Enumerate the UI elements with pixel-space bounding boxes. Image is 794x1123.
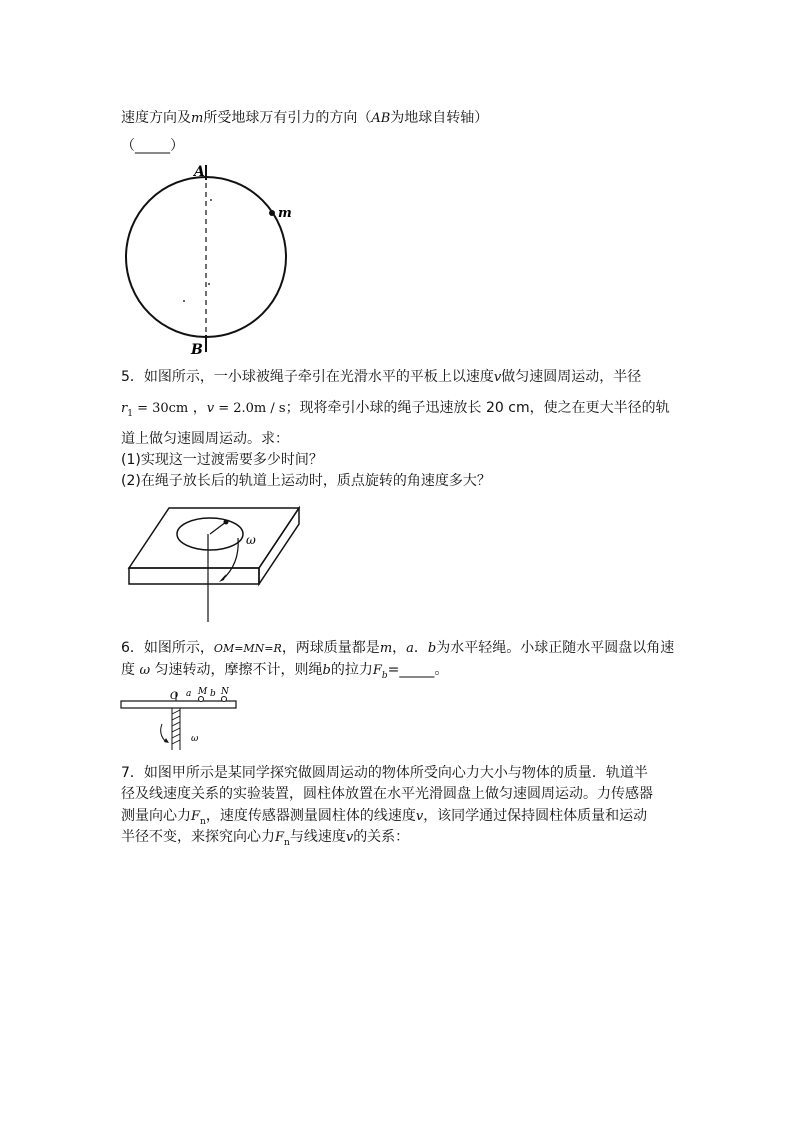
q6-text: 6．如图所示， xyxy=(121,640,214,656)
omega-label: ω xyxy=(246,533,256,547)
q5-r-value: = 30cm xyxy=(132,401,189,416)
ball-m xyxy=(199,697,204,702)
q4-answer-blank xyxy=(121,136,184,156)
q7-text: 与线速度 xyxy=(289,829,346,845)
mass-point xyxy=(269,210,275,216)
q6-b-symbol: b xyxy=(322,663,331,678)
q7-v-symbol: v xyxy=(345,830,354,845)
q5-r-symbol: r xyxy=(121,401,128,416)
q5-text: 5．如图所示，一小球被绳子牵引在光滑水平的平板上以速度 xyxy=(121,369,494,385)
q7-f-subscript: n xyxy=(200,816,206,827)
label-a: A xyxy=(194,164,205,180)
q7-f-symbol: F xyxy=(191,809,201,824)
omega-label: ω xyxy=(191,734,199,744)
q5-line-4 xyxy=(121,450,323,470)
q6-text: ，两球质量都是 xyxy=(281,640,380,656)
q6-m-symbol: m xyxy=(379,641,393,656)
label-m: m xyxy=(278,206,292,221)
q5-subquestion-2: (2)在绳子放长后的轨道上运动时，质点旋转的角速度多大？ xyxy=(121,473,491,489)
q5-text: ， xyxy=(192,400,207,416)
q7-line-4 xyxy=(121,827,409,853)
label-b: B xyxy=(191,342,203,358)
q7-text: 测量向心力 xyxy=(121,808,191,824)
q5-line-3 xyxy=(121,429,289,449)
q6-text: 匀速转动，摩擦不计，则绳 xyxy=(150,662,323,678)
q7-f-subscript: n xyxy=(284,837,290,848)
q4-text: 所受地球万有引力的方向（ xyxy=(203,110,372,126)
q6-equation: OM=MN=R xyxy=(213,642,282,655)
q4-axis-symbol: AB xyxy=(371,111,391,126)
q7-v-symbol: v xyxy=(415,809,424,824)
q7-text: 的关系： xyxy=(353,829,410,845)
q6-a-symbol: a xyxy=(406,641,414,656)
label-b: b xyxy=(210,689,216,699)
q7-text: 7．如图甲所示是某同学探究做圆周运动的物体所受向心力大小与物体的质量．轨道半 xyxy=(121,765,648,781)
q5-line-1 xyxy=(121,367,641,388)
q5-v-symbol: v xyxy=(493,370,502,385)
string xyxy=(210,522,226,534)
label-m: M xyxy=(198,687,208,697)
q5-line-5 xyxy=(121,471,491,491)
disk-figure xyxy=(120,684,240,754)
q7-text: ，该同学通过保持圆柱体质量和运动 xyxy=(423,808,648,824)
q7-line-2 xyxy=(121,784,653,804)
q7-line-1 xyxy=(121,763,648,783)
ball-n xyxy=(222,697,227,702)
q7-f-symbol: F xyxy=(275,830,285,845)
q6-line-1 xyxy=(121,638,674,659)
q4-text: 为地球自转轴） xyxy=(390,110,489,126)
q4-text: 速度方向及 xyxy=(121,110,191,126)
q6-f-symbol: F xyxy=(372,663,382,678)
q5-subquestion-1: (1)实现这一过渡需要多少时间？ xyxy=(121,452,323,468)
label-a: a xyxy=(186,689,192,699)
q7-text: ，速度传感器测量圆柱体的线速度 xyxy=(205,808,416,824)
q6-text: ． xyxy=(413,640,428,656)
q5-text: 道上做匀速圆周运动。求： xyxy=(121,431,289,447)
q6-omega-symbol: ω xyxy=(139,663,151,678)
label-n: N xyxy=(221,687,229,697)
disk xyxy=(121,701,236,708)
q6-line-2 xyxy=(121,660,448,686)
q6-text: 为水平轻绳。小球正随水平圆盘以角速 xyxy=(436,640,675,656)
q5-text: ；现将牵引小球的绳子迅速放长 20 cm，使之在更大半径的轨 xyxy=(285,400,670,416)
q4-mass-symbol: m xyxy=(191,111,204,126)
plate-figure xyxy=(124,500,304,630)
q6-f-subscript: b xyxy=(381,670,388,681)
q4-blank: （_____） xyxy=(121,138,184,154)
q5-r-subscript: 1 xyxy=(127,408,133,419)
q7-text: 径及线速度关系的实验装置，圆柱体放置在水平光滑圆盘上做匀速圆周运动。力传感器 xyxy=(121,786,653,802)
earth-figure xyxy=(118,160,308,360)
q5-v-value: = 2.0m / s xyxy=(214,401,286,416)
label-o: O xyxy=(170,691,179,702)
q7-text: 半径不变，来探究向心力 xyxy=(121,829,275,845)
q6-text: ， xyxy=(392,640,407,656)
q4-text-line-1 xyxy=(121,108,488,129)
q6-blank: =_____。 xyxy=(387,662,449,678)
q5-v-symbol: v xyxy=(206,401,215,416)
q5-text: 做匀速圆周运动，半径 xyxy=(501,369,642,385)
q6-b-symbol: b xyxy=(427,641,437,656)
q5-line-2 xyxy=(121,398,670,424)
q6-text: 度 xyxy=(121,662,140,678)
q6-text: 的拉力 xyxy=(330,662,373,678)
